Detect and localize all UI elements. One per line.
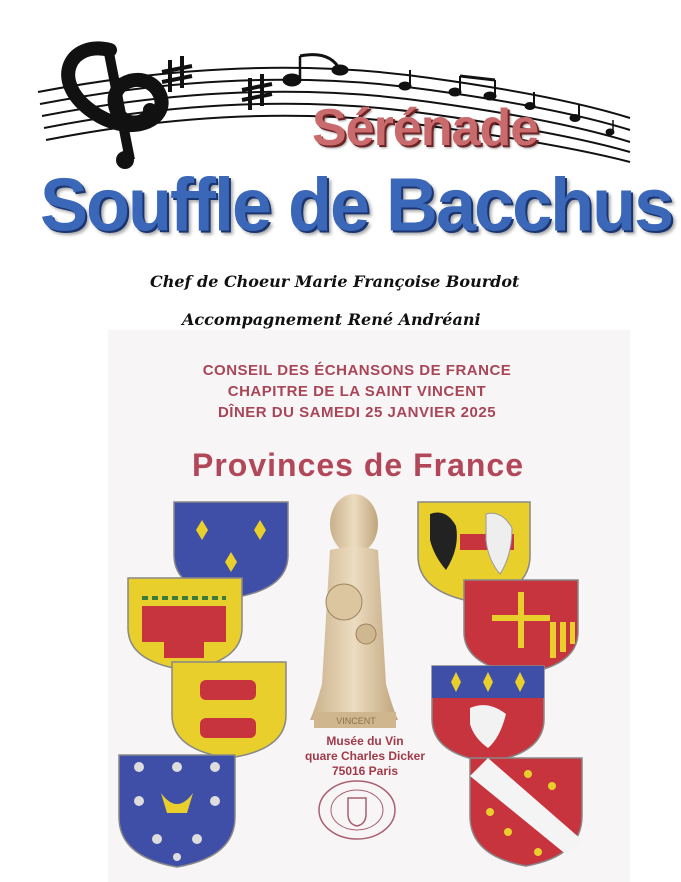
venue-name: Musée du Vin <box>326 734 404 748</box>
flyer-heading: Provinces de France <box>191 447 525 483</box>
treble-clef-icon <box>68 48 161 169</box>
shield-bearn-icon <box>170 660 288 760</box>
sharp-icon <box>162 56 272 110</box>
accompaniment-credit: Accompagnement René Andréani <box>182 310 481 329</box>
saint-vincent-statue-image <box>300 484 408 730</box>
event-details <box>150 360 564 423</box>
shield-dauphine-icon <box>117 753 237 869</box>
venue-street: quare Charles Dicker <box>304 749 426 763</box>
statue-label: VINCENT <box>336 716 376 726</box>
venue-address <box>300 734 430 779</box>
shield-champagne-icon <box>468 756 584 868</box>
page-title: Souffle de Bacchus <box>40 163 673 248</box>
conseil-seal-logo <box>316 778 398 842</box>
event-line-organization: CONSEIL DES ÉCHANSONS DE FRANCE <box>202 362 512 379</box>
shield-auvergne-icon <box>126 576 244 672</box>
choir-director-credit: Chef de Choeur Marie Françoise Bourdot <box>150 272 520 291</box>
event-line-chapter: CHAPITRE DE LA SAINT VINCENT <box>227 383 487 400</box>
shield-limousin-icon <box>430 664 546 764</box>
shield-languedoc-icon <box>462 578 580 676</box>
serenade-heading: Sérénade <box>312 99 539 157</box>
event-line-date: DÎNER DU SAMEDI 25 JANVIER 2025 <box>217 404 497 421</box>
venue-city: 75016 Paris <box>331 764 399 778</box>
